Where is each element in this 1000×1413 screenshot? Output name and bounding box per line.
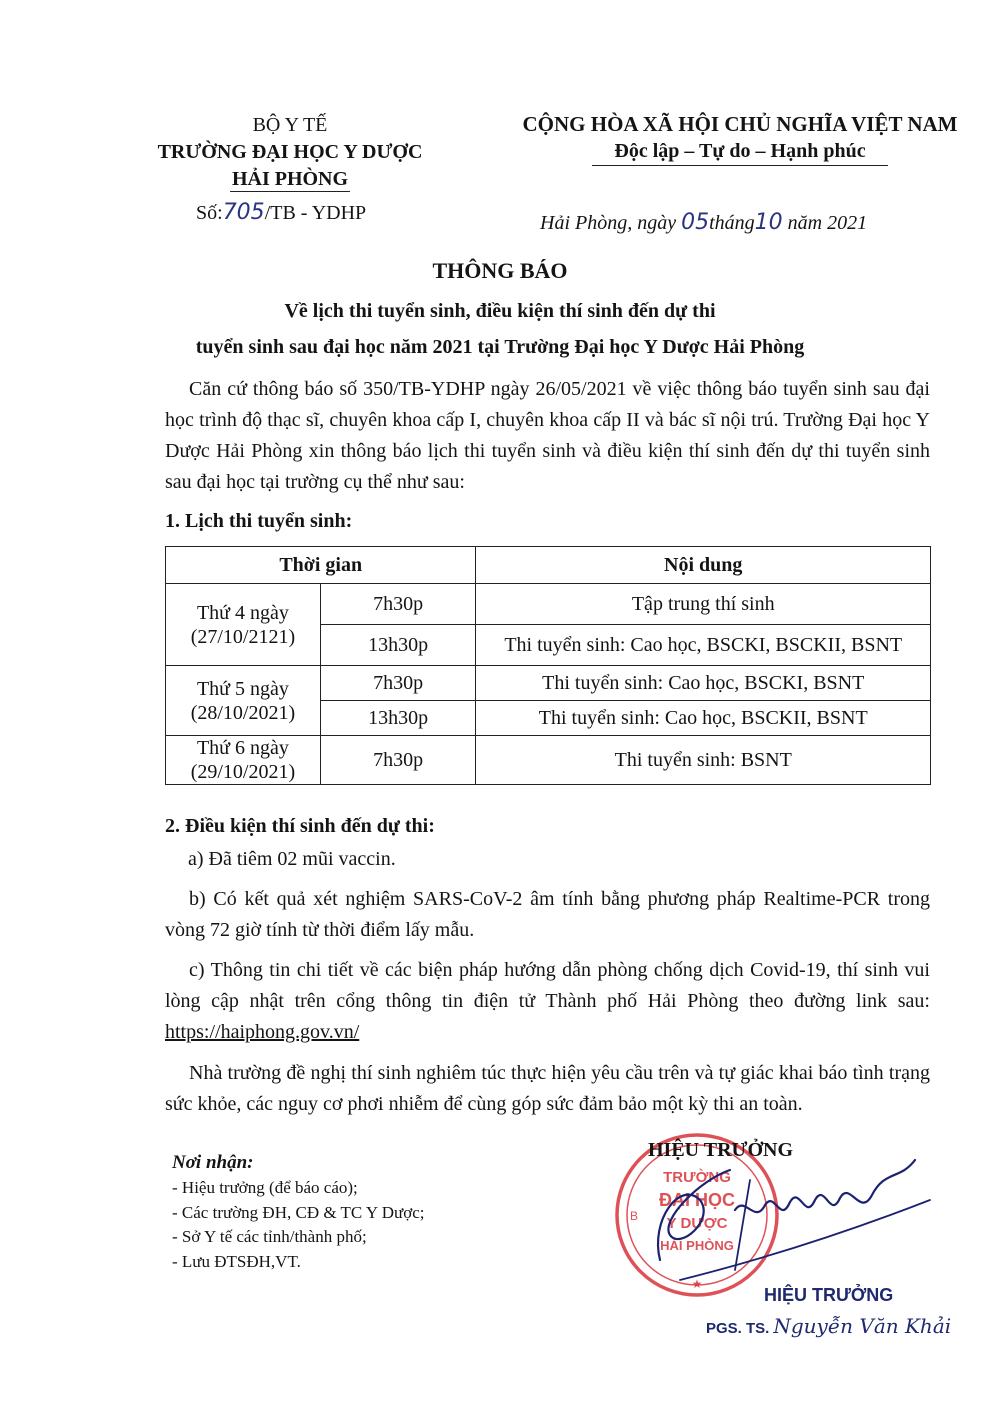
stamp-line1: TRƯỜNG [663, 1169, 731, 1186]
date-day: 05 [681, 210, 710, 235]
day-label: Thứ 6 ngày [196, 737, 289, 759]
intro-paragraph: Căn cứ thông báo số 350/TB-YDHP ngày 26/05/2021 về việc thông báo tuyển sinh sau đại học trình độ thạc sĩ, chuyên khoa cấp I, chuyên khoa cấp II và bác sĩ nội trú. Trường Đại học Y Dược Hải Phòng xin thông báo lịch thi tuyển sinh và điều kiện thí sinh đến dự thi tuyển sinh sau đại học tại trường cụ thể như sau: [165, 378, 930, 493]
content-cell: Thi tuyển sinh: BSNT [476, 736, 931, 785]
condition-c-text: c) Thông tin chi tiết về các biện pháp hướng dẫn phòng chống dịch Covid-19, thí sinh vui lòng cập nhật trên cổng thông tin điện tử Thành phố Hải Phòng theo đường link sau: [165, 959, 930, 1012]
signer-fullname: Nguyễn Văn Khải [773, 1314, 952, 1338]
day-cell [166, 666, 321, 736]
signer-role: HIỆU TRƯỞNG [764, 1285, 894, 1305]
list-item: - Lưu ĐTSĐH,VT. [172, 1251, 301, 1271]
stamp-line3: Y DƯỢC [666, 1215, 728, 1232]
issue-date [540, 210, 867, 235]
doc-no-prefix: Số: [196, 202, 223, 224]
content-cell: Tập trung thí sinh [476, 584, 931, 625]
time-cell: 13h30p [320, 625, 476, 666]
day-date: (27/10/2121) [190, 625, 296, 648]
signer-name [706, 1314, 951, 1338]
section-2-heading: 2. Điều kiện thí sinh đến dự thi: [165, 815, 435, 837]
header-content: Nội dung [476, 547, 931, 584]
day-date: (29/10/2021) [190, 761, 296, 783]
document-title: THÔNG BÁO [432, 258, 568, 283]
document-subtitle-line2: tuyển sinh sau đại học năm 2021 tại Trường Đại học Y Dược Hải Phòng [195, 336, 805, 358]
stamp-line4: HẢI PHÒNG [660, 1238, 734, 1253]
time-cell: 13h30p [320, 701, 476, 736]
nation-block [470, 110, 1000, 166]
table-row [166, 666, 931, 701]
content-cell: Thi tuyển sinh: Cao học, BSCKI, BSNT [476, 666, 931, 701]
handwritten-signature [640, 1140, 940, 1290]
day-label: Thứ 5 ngày [196, 677, 289, 700]
day-cell [166, 736, 321, 785]
day-cell [166, 584, 321, 666]
time-cell: 7h30p [320, 666, 476, 701]
stamp-line2: ĐẠI HỌC [659, 1190, 735, 1210]
table-row [166, 584, 931, 625]
exam-schedule-table [165, 546, 931, 785]
portal-link[interactable]: https://haiphong.gov.vn/ [165, 1021, 360, 1043]
time-cell: 7h30p [320, 736, 476, 785]
star-icon: ★ [691, 1277, 703, 1291]
condition-c [165, 955, 930, 1048]
issuer-block [130, 112, 450, 193]
doc-no-suffix: /TB - YDHP [264, 202, 367, 224]
doc-no-handwritten: 705 [222, 200, 265, 225]
list-item: - Hiệu trưởng (để báo cáo); [172, 1178, 358, 1197]
header-time: Thời gian [166, 547, 476, 584]
day-date: (28/10/2021) [190, 701, 296, 724]
ministry-name: BỘ Y TẾ [252, 114, 328, 136]
list-item: - Sở Y tế các tỉnh/thành phố; [172, 1227, 367, 1246]
day-label: Thứ 4 ngày [196, 601, 289, 624]
closing-paragraph: Nhà trường đề nghị thí sinh nghiêm túc thực hiện yêu cầu trên và tự giác khai báo tình trạng sức khỏe, các nguy cơ phơi nhiễm để cùng góp sức đảm bảo một kỳ thi an toàn. [165, 1062, 930, 1115]
document-subtitle-line1: Về lịch thi tuyển sinh, điều kiện thí sinh đến dự thi [284, 300, 716, 322]
document-number [196, 200, 366, 225]
table-row [166, 736, 931, 785]
date-year: năm 2021 [787, 212, 868, 234]
content-cell: Thi tuyển sinh: Cao học, BSCKII, BSNT [476, 701, 931, 736]
date-prefix: Hải Phòng, ngày [540, 212, 677, 234]
condition-a: a) Đã tiêm 02 mũi vaccin. [188, 848, 396, 870]
nation-motto: Độc lập – Tự do – Hạnh phúc [592, 138, 887, 166]
signer-degree: PGS. TS. [706, 1320, 770, 1337]
recipients-heading: Nơi nhận: [172, 1152, 254, 1173]
nation-name: CỘNG HÒA XÃ HỘI CHỦ NGHĨA VIỆT NAM [522, 112, 958, 136]
list-item: - Các trường ĐH, CĐ & TC Y Dược; [172, 1202, 425, 1222]
school-name-line2: HẢI PHÒNG [231, 168, 349, 190]
table-header-row [166, 547, 931, 584]
school-name-line1: TRƯỜNG ĐẠI HỌC Y DƯỢC [157, 141, 423, 163]
section-1-heading: 1. Lịch thi tuyển sinh: [165, 510, 353, 532]
stamp-side-mark: B [630, 1209, 639, 1223]
condition-b: b) Có kết quả xét nghiệm SARS-CoV-2 âm tính bằng phương pháp Realtime-PCR trong vòng 72 giờ tính từ thời điểm lấy mẫu. [165, 888, 930, 941]
recipients-list [172, 1176, 425, 1274]
signature-title: HIỆU TRƯỞNG [648, 1139, 794, 1161]
date-month-label: tháng [709, 212, 755, 234]
time-cell: 7h30p [320, 584, 476, 625]
content-cell: Thi tuyển sinh: Cao học, BSCKI, BSCKII, BSNT [476, 625, 931, 666]
date-month: 10 [754, 210, 783, 235]
